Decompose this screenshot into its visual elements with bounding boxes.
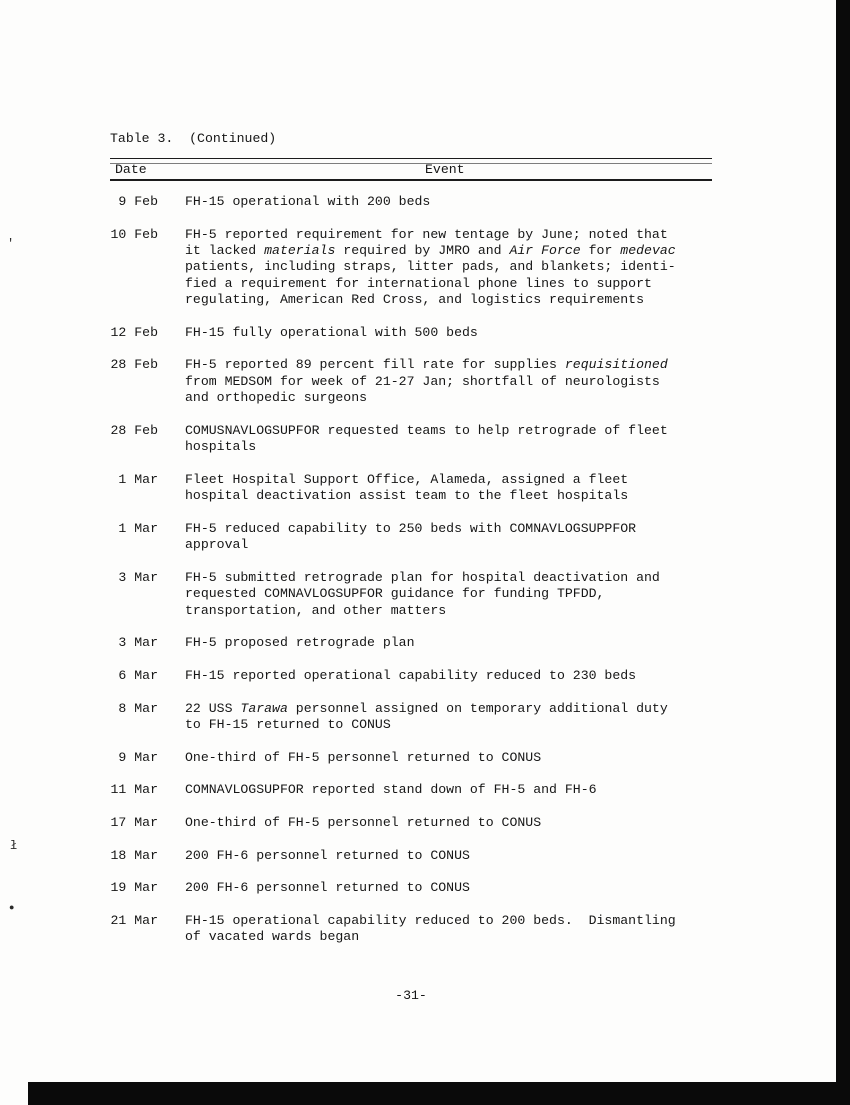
table-title: Table 3. (Continued) [110, 131, 277, 146]
table-header-row [110, 162, 712, 179]
table-row [110, 848, 730, 864]
row-date: 19 Mar [110, 880, 158, 896]
table-row [110, 635, 730, 651]
table-row [110, 880, 730, 896]
row-event: FH-5 reduced capability to 250 beds with COMNAVLOGSUPPFOR approval [185, 520, 637, 553]
scan-artifact: ł [10, 839, 18, 853]
table-rule-header-bottom [110, 179, 712, 181]
table-row [110, 472, 730, 505]
table-row [110, 782, 730, 798]
row-event: FH-5 reported requirement for new tentage by June; noted that it lacked materials required by JMRO and Air Force for medevac patients, including straps, litter pads, and blankets; identi- fied a requirement for international phone lines to support regulating, American Red Cross, and logistics requirements [185, 226, 676, 308]
row-date: 3 Mar [118, 569, 158, 585]
table-row [110, 357, 730, 406]
row-date: 1 Mar [118, 471, 158, 487]
table-row [110, 325, 730, 341]
row-event: FH-15 reported operational capability reduced to 230 beds [185, 667, 637, 683]
scan-artifact: ● [9, 903, 15, 913]
row-date: 8 Mar [118, 700, 158, 716]
table-row [110, 701, 730, 734]
row-date: 17 Mar [110, 815, 158, 831]
row-event: One-third of FH-5 personnel returned to CONUS [185, 815, 542, 831]
row-event: FH-15 operational with 200 beds [185, 194, 431, 209]
row-event: 22 USS Tarawa personnel assigned on temporary additional duty to FH-15 returned to CONUS [185, 700, 668, 732]
scan-edge-bar-bottom [28, 1082, 850, 1105]
page-number: -31- [395, 988, 427, 1003]
scan-edge-bar-right [836, 0, 850, 1105]
row-event: Fleet Hospital Support Office, Alameda, assigned a fleet hospital deactivation assist team to the fleet hospitals [185, 471, 629, 504]
row-event: FH-5 proposed retrograde plan [185, 635, 415, 651]
table-row [110, 913, 730, 946]
table-row [110, 194, 730, 210]
row-date: 10 Feb [110, 226, 158, 242]
row-date: 1 Mar [118, 520, 158, 536]
table-row [110, 227, 730, 309]
table-row [110, 750, 730, 766]
row-date: 9 Mar [118, 749, 158, 765]
row-event: FH-5 reported 89 percent fill rate for supplies requisitioned from MEDSOM for week of 21-27 Jan; shortfall of neurologists and orthopedic surgeons [185, 357, 668, 406]
table-row [110, 815, 730, 831]
table-row [110, 521, 730, 554]
table-row [110, 423, 730, 456]
row-date: 28 Feb [110, 357, 158, 373]
row-event: One-third of FH-5 personnel returned to CONUS [185, 749, 542, 765]
row-date: 18 Mar [110, 847, 158, 863]
row-event: COMUSNAVLOGSUPFOR requested teams to help retrograde of fleet hospitals [185, 422, 668, 455]
row-date: 12 Feb [110, 324, 158, 340]
row-date: 11 Mar [110, 782, 158, 798]
row-date: 3 Mar [118, 635, 158, 651]
table-row [110, 668, 730, 684]
row-event: COMNAVLOGSUPFOR reported stand down of FH-5 and FH-6 [185, 782, 597, 798]
row-event: 200 FH-6 personnel returned to CONUS [185, 880, 470, 896]
row-date: 6 Mar [118, 667, 158, 683]
scan-artifact: ' [7, 237, 15, 251]
row-date: 28 Feb [110, 422, 158, 438]
row-event: FH-15 fully operational with 500 beds [185, 324, 478, 340]
row-date: 9 Feb [118, 194, 158, 209]
table-row [110, 570, 730, 619]
row-event: FH-15 operational capability reduced to 200 beds. Dismantling of vacated wards began [185, 913, 676, 945]
column-header-date: Date [115, 162, 147, 177]
row-event: FH-5 submitted retrograde plan for hospital deactivation and requested COMNAVLOGSUPFOR guidance for funding TPFDD, transportation, and other matters [185, 569, 660, 618]
row-event: 200 FH-6 personnel returned to CONUS [185, 847, 470, 863]
row-date: 21 Mar [110, 913, 158, 929]
column-header-event: Event [425, 162, 465, 177]
table-body [110, 194, 730, 962]
